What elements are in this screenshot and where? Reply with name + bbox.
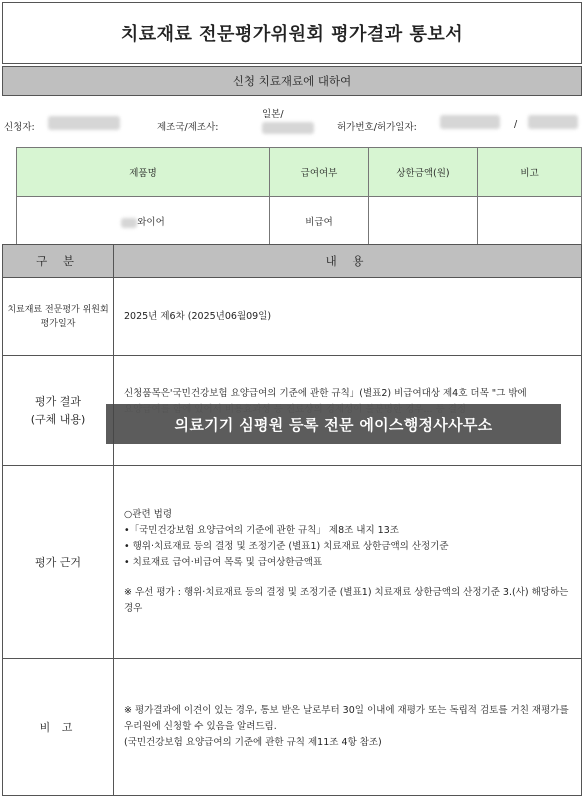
product-header-name: 제품명 — [17, 148, 270, 197]
product-table — [16, 147, 582, 246]
product-price — [369, 197, 478, 246]
basis-line-2: •「국민건강보험 요양급여의 기준에 관한 규칙」 제8조 내지 13조 — [124, 525, 399, 536]
basis-line-4: • 치료재료 급여·비급여 목록 및 급여상한금액표 — [124, 557, 323, 568]
row-remarks-content — [114, 659, 582, 796]
header-category: 구 분 — [3, 245, 114, 278]
redacted-permit-number — [440, 115, 500, 129]
redacted-permit-date — [528, 115, 578, 129]
basis-spacer — [124, 571, 571, 585]
permit-label: 허가번호/허가일자: — [337, 122, 417, 133]
permit-separator: / — [514, 119, 518, 130]
product-name-cell — [17, 197, 270, 246]
evaluation-date: 2025년 제6차 (2025년06월09일) — [124, 310, 272, 322]
row-basis-content — [114, 466, 582, 659]
title-box — [2, 2, 582, 64]
redacted-applicant — [48, 116, 120, 130]
applicant-label: 신청자: — [4, 122, 35, 133]
basis-line-3: • 행위·치료재료 등의 결정 및 조정기준 (별표1) 치료재료 상한금액의 산정기준 — [124, 541, 449, 552]
remarks-line-2: (국민건강보험 요양급여의 기준에 관한 규칙 제11조 4항 참조) — [124, 737, 382, 748]
header-content: 내 용 — [114, 245, 582, 278]
product-header-note: 비고 — [478, 148, 582, 197]
row-result-category: 평가 결과 (구체 내용) — [3, 356, 114, 466]
row-basis-category: 평가 근거 — [3, 466, 114, 659]
applicant-info-row — [0, 100, 584, 144]
product-coverage: 비급여 — [270, 197, 369, 246]
remarks-line-1: ※ 평가결과에 이견이 있는 경우, 통보 받은 날로부터 30일 이내에 재평가 또는 독립적 검토를 거친 재평가를 우리원에 신청할 수 있음을 알려드림. — [124, 705, 569, 732]
maker-value: 일본/ — [262, 109, 284, 120]
section-header: 신청 치료재료에 대하여 — [2, 66, 582, 96]
product-header-price: 상한금액(원) — [369, 148, 478, 197]
row-remarks-category: 비 고 — [3, 659, 114, 796]
product-name: 와이어 — [137, 217, 165, 228]
row-date-category: 치료재료 전문평가 위원회 평가일자 — [3, 278, 114, 356]
redacted-product-prefix — [121, 218, 137, 228]
product-header-coverage: 급여여부 — [270, 148, 369, 197]
basis-line-5: ※ 우선 평가 : 행위·치료재료 등의 결정 및 조정기준 (별표1) 치료재료 상한금액의 산정기준 3.(사) 해당하는 경우 — [124, 587, 569, 614]
document-title: 치료재료 전문평가위원회 평가결과 통보서 — [120, 24, 464, 45]
redacted-maker — [262, 122, 314, 134]
row-date-content — [114, 278, 582, 356]
basis-line-1: ○관련 법령 — [124, 509, 173, 520]
product-note — [478, 197, 582, 246]
result-line-1: 신청품목은'국민건강보험 요양급여의 기준에 관한 규칙」(별표2) 비급여대상 제4호 더목 "그 밖에 — [124, 388, 527, 399]
evaluation-table — [2, 244, 582, 796]
watermark-banner: 의료기기 심평원 등록 전문 에이스행정사사무소 — [106, 404, 561, 444]
maker-label: 제조국/제조사: — [157, 122, 219, 133]
